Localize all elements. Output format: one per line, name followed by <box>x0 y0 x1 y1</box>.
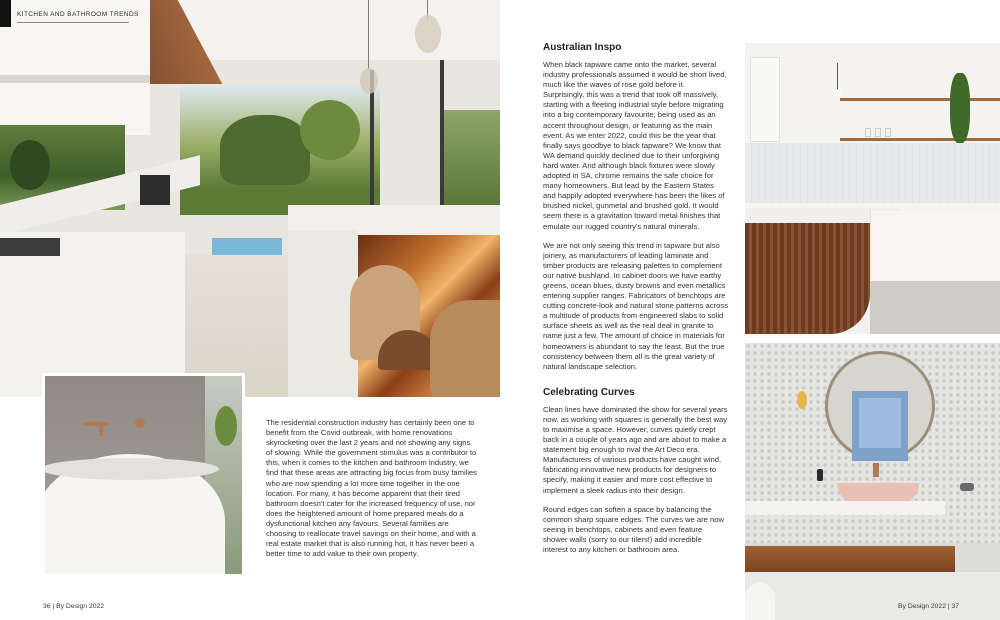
section-label: KITCHEN AND BATHROOM TRENDS <box>17 11 139 18</box>
paragraph: Clean lines have dominated the show for several years now, as working with squares is generally the best way to maximise a space. However, curves quietly crept back in a couple of years ago and are about to make a statement big enough to rival the Art Deco era. Manufacturers of various products have caught wind, fabricating innovative new products for designers to specify, making it easier and more cost effective to implement a sleek radius into their design. <box>543 404 728 495</box>
header-tab <box>0 0 11 27</box>
section-australian-inspo <box>543 42 728 372</box>
bathtub-photo <box>42 373 245 577</box>
round-mirror-bathroom-photo <box>745 343 1000 620</box>
paragraph: Round edges can soften a space by balancing the common sharp square edges. The curves we are now seeing in benchtops, cabinets and even feature shower walls (sorry to our tilers!) add incredible interest to any kitchen or bathroom area. <box>543 504 724 555</box>
section-celebrating-curves <box>543 387 728 555</box>
article-column <box>543 42 728 564</box>
header-rule <box>17 22 129 23</box>
folio-right: By Design 2022 | 37 <box>898 603 960 610</box>
paragraph: When black tapware came onto the market, several industry professionals assumed it would be short lived, much like the waves of rose gold before it. Surprisingly, this was a trend that took off massively, starting with a fleeting industrial style before migrating into a big contemporary favourite; being used as an accent throughout design, or featuring as the main event. As we enter 2022, could this be the year that finally says goodbye to black tapware? We know that WA demand quickly declined due to their unforgiving hard water. And although black fixtures were slowly adopted in SA, chrome remains the safe choice for many homeowners. But lead by the Eastern States and happily adopted everywhere has been the likes of brushed nickel, gunmetal and brushed gold. It would seem there is a gravitation toward metal finishes that emulate our rugged country's natural minerals. <box>543 60 727 231</box>
curved-cabinet-photo <box>745 43 1000 334</box>
intro-text: The residential construction industry has certainly been one to benefit from the Covid outbreak, with home renovations skyrocketing over the last 2 years and not showing any signs of slowing. While the government stimulus was a contributor to this, when it comes to the kitchen and bathroom industry, we find that these areas are attracting big focus from busy families who are now spending a lot more time together in the one location. For many, it has become apparent that their tired bathroom doesn't cater for the increased frequency of use, nor does the heightened amount of home prepared meals do a dysfunctional kitchen any favours. Several families are choosing to reallocate travel savings on their home, and with a real estate market that is also running hot, it has never been a better time to add value to their own property. <box>266 418 478 559</box>
section-heading: Celebrating Curves <box>543 386 635 398</box>
kitchen-photo <box>0 0 500 397</box>
folio-left: 36 | By Design 2022 <box>43 603 105 610</box>
section-heading: Australian Inspo <box>543 42 622 53</box>
paragraph: We are not only seeing this trend in tapware but also joinery, as manufacturers of leading laminate and timber products are releasing palettes to complement our native bushland. In cabinet doors we have earthy greens, ocean blues, dusty browns and even metallics entering supplier ranges. Fabricators of benchtops are cutting concrete-look and natural stone patterns across a multitude of products from engineered slabs to solid surface sheets as well as the real deal in granite to name just a few. The amount of choice in materials for homeowners is abundant to say the least. But the true consistency between them all is the great variety of natural landscape selection. <box>543 240 728 371</box>
